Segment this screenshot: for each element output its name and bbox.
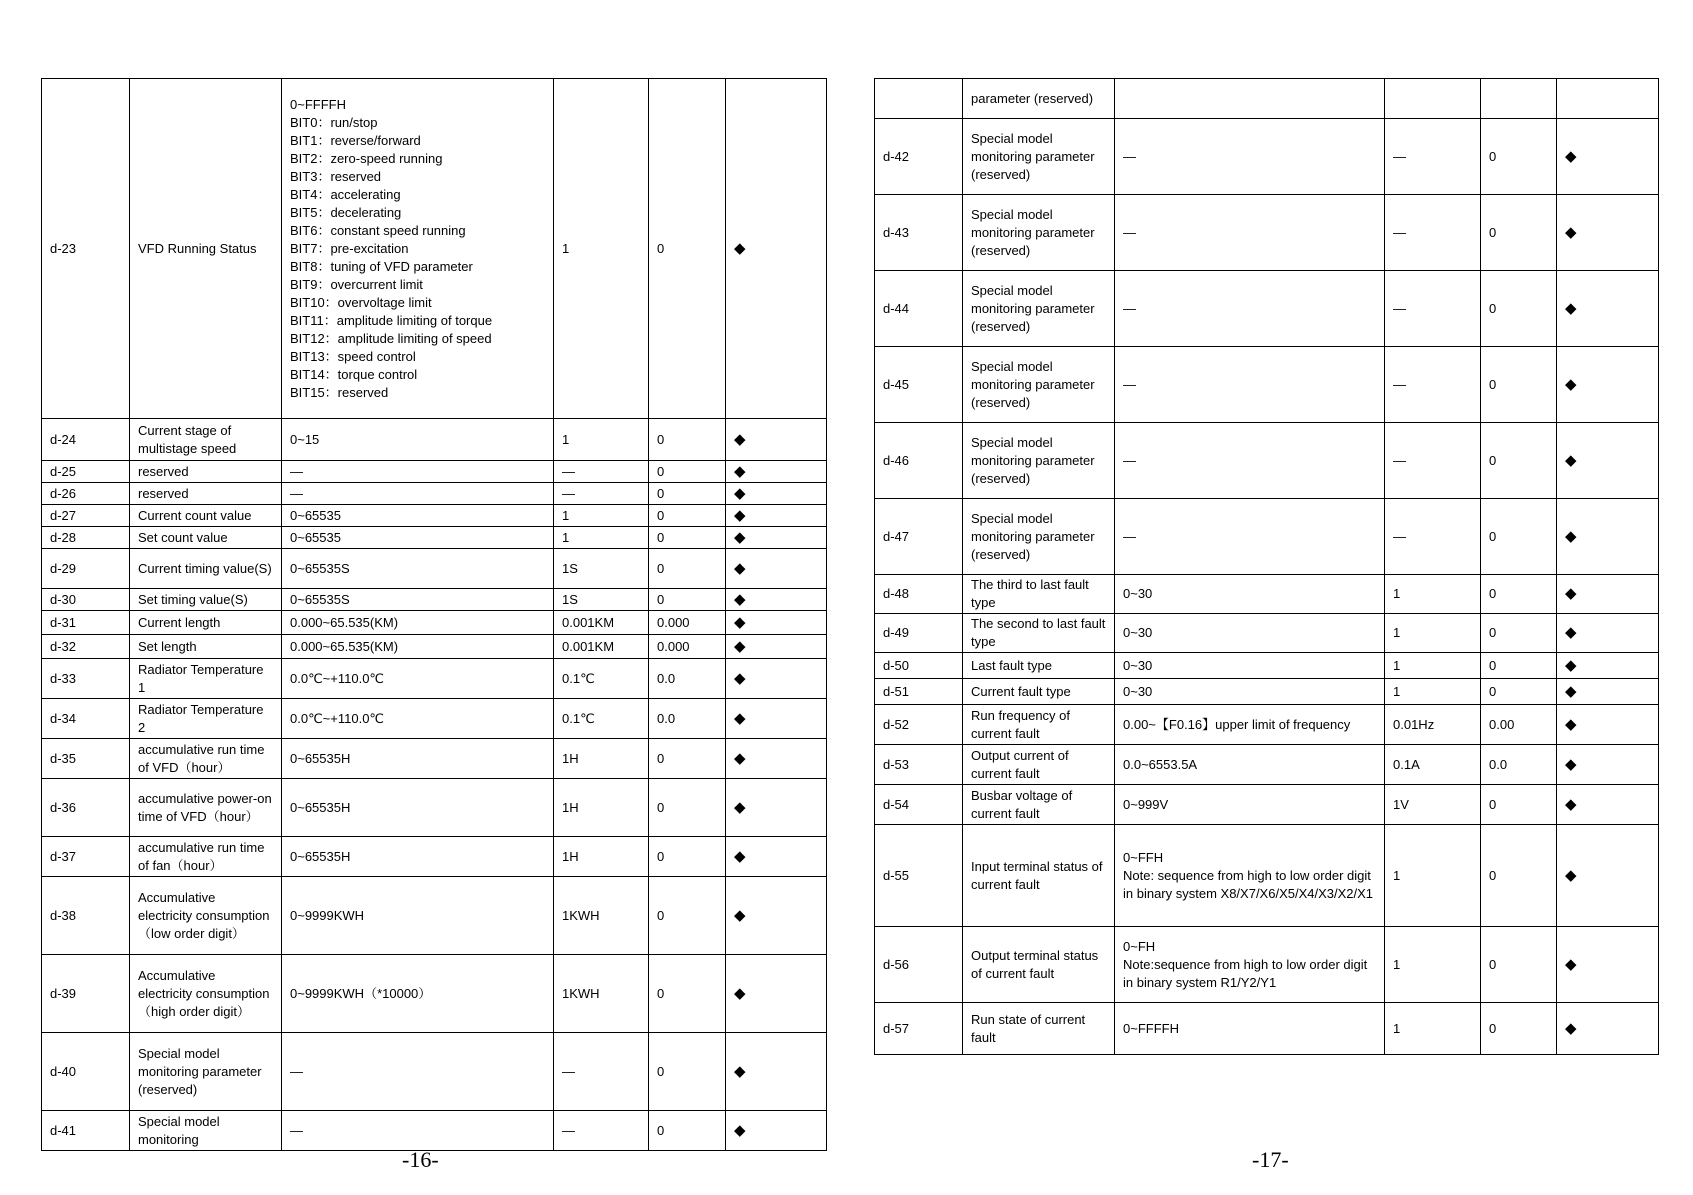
cell-code: d-33 xyxy=(42,659,130,699)
cell-range: — xyxy=(282,1111,554,1151)
cell-default: 0 xyxy=(1481,825,1557,927)
cell-unit: 1 xyxy=(1385,825,1481,927)
cell-name: VFD Running Status xyxy=(130,79,282,419)
cell-range: — xyxy=(1115,347,1385,423)
cell-name: Set length xyxy=(130,635,282,659)
table-row xyxy=(875,927,1659,1003)
cell-default: 0.0 xyxy=(649,659,726,699)
cell-unit: 0.1A xyxy=(1385,745,1481,785)
cell-default: 0 xyxy=(649,779,726,837)
cell-default xyxy=(1481,79,1557,119)
cell-unit: 0.001KM xyxy=(554,635,649,659)
cell-name: Special model monitoring parameter (reserved) xyxy=(963,347,1115,423)
table-row xyxy=(875,705,1659,745)
cell-code: d-40 xyxy=(42,1033,130,1111)
cell-unit: 1 xyxy=(1385,575,1481,614)
cell-range: 0~30 xyxy=(1115,679,1385,705)
cell-range: — xyxy=(282,1033,554,1111)
cell-range: — xyxy=(1115,423,1385,499)
cell-unit: 0.1℃ xyxy=(554,699,649,739)
cell-range: — xyxy=(1115,499,1385,575)
cell-change: ◆ xyxy=(1557,927,1659,1003)
cell-name: Special model monitoring parameter (reserved) xyxy=(963,195,1115,271)
table-row xyxy=(42,527,827,549)
cell-change: ◆ xyxy=(726,955,827,1033)
cell-range: 0~30 xyxy=(1115,614,1385,653)
cell-name: Radiator Temperature 1 xyxy=(130,659,282,699)
cell-unit: 1S xyxy=(554,549,649,589)
cell-range: 0.0℃~+110.0℃ xyxy=(282,659,554,699)
cell-default: 0 xyxy=(649,739,726,779)
cell-name: The second to last fault type xyxy=(963,614,1115,653)
cell-name: The third to last fault type xyxy=(963,575,1115,614)
cell-unit: 1 xyxy=(554,527,649,549)
cell-change: ◆ xyxy=(726,79,827,419)
cell-default: 0 xyxy=(1481,653,1557,679)
cell-range: 0.000~65.535(KM) xyxy=(282,611,554,635)
cell-unit: 1 xyxy=(1385,614,1481,653)
table-row xyxy=(875,347,1659,423)
cell-default: 0 xyxy=(649,483,726,505)
cell-change: ◆ xyxy=(1557,825,1659,927)
cell-unit xyxy=(1385,79,1481,119)
cell-name: accumulative power-on time of VFD（hour） xyxy=(130,779,282,837)
cell-code: d-34 xyxy=(42,699,130,739)
cell-range: 0~65535S xyxy=(282,589,554,611)
table-row xyxy=(42,505,827,527)
cell-range: 0~65535H xyxy=(282,779,554,837)
cell-unit: 1 xyxy=(1385,653,1481,679)
cell-name: reserved xyxy=(130,461,282,483)
table-row xyxy=(42,461,827,483)
cell-default: 0 xyxy=(1481,1003,1557,1055)
cell-range: 0~9999KWH xyxy=(282,877,554,955)
cell-default: 0 xyxy=(1481,785,1557,825)
cell-default: 0 xyxy=(1481,679,1557,705)
cell-change: ◆ xyxy=(726,483,827,505)
cell-change: ◆ xyxy=(1557,705,1659,745)
cell-range: — xyxy=(282,461,554,483)
cell-default: 0 xyxy=(649,837,726,877)
cell-unit: — xyxy=(1385,423,1481,499)
cell-name: Set count value xyxy=(130,527,282,549)
cell-name: Accumulative electricity consumption（high order digit） xyxy=(130,955,282,1033)
cell-change: ◆ xyxy=(726,635,827,659)
cell-code: d-30 xyxy=(42,589,130,611)
cell-range: 0~30 xyxy=(1115,653,1385,679)
table-row xyxy=(42,837,827,877)
table-row xyxy=(875,499,1659,575)
page-number-right: -17- xyxy=(1252,1147,1289,1172)
cell-code: d-45 xyxy=(875,347,963,423)
cell-unit: 0.001KM xyxy=(554,611,649,635)
cell-default: 0 xyxy=(649,1033,726,1111)
cell-default: 0 xyxy=(649,589,726,611)
cell-name: accumulative run time of VFD（hour） xyxy=(130,739,282,779)
table-row xyxy=(875,423,1659,499)
cell-unit: 1S xyxy=(554,589,649,611)
cell-name: Current fault type xyxy=(963,679,1115,705)
cell-code: d-41 xyxy=(42,1111,130,1151)
cell-range: 0~65535H xyxy=(282,739,554,779)
cell-code: d-29 xyxy=(42,549,130,589)
cell-default: 0.0 xyxy=(649,699,726,739)
cell-change: ◆ xyxy=(726,419,827,461)
cell-default: 0 xyxy=(649,549,726,589)
table-row xyxy=(42,611,827,635)
cell-change: ◆ xyxy=(726,589,827,611)
cell-code: d-56 xyxy=(875,927,963,1003)
cell-name: Special model monitoring parameter (reserved) xyxy=(130,1033,282,1111)
cell-code: d-26 xyxy=(42,483,130,505)
cell-unit: 1V xyxy=(1385,785,1481,825)
table-row xyxy=(42,779,827,837)
cell-change: ◆ xyxy=(726,837,827,877)
cell-name: Input terminal status of current fault xyxy=(963,825,1115,927)
cell-range: 0~9999KWH（*10000） xyxy=(282,955,554,1033)
cell-name: Output current of current fault xyxy=(963,745,1115,785)
cell-code: d-28 xyxy=(42,527,130,549)
cell-unit: — xyxy=(1385,271,1481,347)
cell-code xyxy=(875,79,963,119)
table-row xyxy=(42,1033,827,1111)
cell-unit: 1H xyxy=(554,779,649,837)
cell-range: 0~15 xyxy=(282,419,554,461)
table-row xyxy=(875,195,1659,271)
table-row xyxy=(42,659,827,699)
cell-unit: 1H xyxy=(554,837,649,877)
cell-default: 0 xyxy=(1481,195,1557,271)
cell-code: d-25 xyxy=(42,461,130,483)
cell-change: ◆ xyxy=(726,611,827,635)
cell-code: d-53 xyxy=(875,745,963,785)
cell-code: d-39 xyxy=(42,955,130,1033)
cell-change: ◆ xyxy=(1557,499,1659,575)
table-row xyxy=(875,271,1659,347)
cell-change: ◆ xyxy=(726,461,827,483)
cell-default: 0.0 xyxy=(1481,745,1557,785)
cell-code: d-42 xyxy=(875,119,963,195)
cell-change: ◆ xyxy=(726,739,827,779)
cell-change: ◆ xyxy=(726,659,827,699)
cell-change: ◆ xyxy=(1557,347,1659,423)
cell-change: ◆ xyxy=(1557,195,1659,271)
cell-code: d-36 xyxy=(42,779,130,837)
cell-default: 0 xyxy=(649,419,726,461)
table-row xyxy=(42,589,827,611)
parameter-table-left xyxy=(41,78,827,1151)
cell-name: Current stage of multistage speed xyxy=(130,419,282,461)
table-row xyxy=(42,635,827,659)
cell-unit: — xyxy=(1385,195,1481,271)
cell-change: ◆ xyxy=(726,505,827,527)
cell-code: d-57 xyxy=(875,1003,963,1055)
cell-change: ◆ xyxy=(726,549,827,589)
table-row xyxy=(875,785,1659,825)
table-row xyxy=(875,653,1659,679)
cell-unit: — xyxy=(1385,499,1481,575)
cell-change: ◆ xyxy=(1557,614,1659,653)
cell-change: ◆ xyxy=(1557,653,1659,679)
cell-change: ◆ xyxy=(726,1033,827,1111)
cell-default: 0 xyxy=(1481,347,1557,423)
cell-change: ◆ xyxy=(1557,679,1659,705)
cell-code: d-37 xyxy=(42,837,130,877)
cell-range: — xyxy=(1115,119,1385,195)
cell-default: 0 xyxy=(649,461,726,483)
table-row xyxy=(42,955,827,1033)
cell-default: 0 xyxy=(1481,271,1557,347)
table-row xyxy=(42,419,827,461)
cell-name: Special model monitoring parameter (reserved) xyxy=(963,271,1115,347)
cell-name: reserved xyxy=(130,483,282,505)
cell-unit: — xyxy=(554,1033,649,1111)
cell-code: d-35 xyxy=(42,739,130,779)
cell-range: 0.00~【F0.16】upper limit of frequency xyxy=(1115,705,1385,745)
cell-default: 0 xyxy=(1481,614,1557,653)
cell-default: 0.000 xyxy=(649,635,726,659)
cell-code: d-51 xyxy=(875,679,963,705)
table-row xyxy=(875,614,1659,653)
table-row xyxy=(875,1003,1659,1055)
cell-range: 0~999V xyxy=(1115,785,1385,825)
cell-unit: — xyxy=(554,483,649,505)
cell-unit: 1 xyxy=(554,505,649,527)
cell-default: 0 xyxy=(649,955,726,1033)
table-row xyxy=(42,1111,827,1151)
cell-range: 0~65535 xyxy=(282,527,554,549)
cell-name: Accumulative electricity consumption（low order digit） xyxy=(130,877,282,955)
cell-code: d-23 xyxy=(42,79,130,419)
cell-range: 0.0~6553.5A xyxy=(1115,745,1385,785)
table-row xyxy=(42,79,827,419)
cell-code: d-27 xyxy=(42,505,130,527)
cell-name: Current length xyxy=(130,611,282,635)
cell-default: 0 xyxy=(1481,119,1557,195)
cell-range: — xyxy=(1115,271,1385,347)
table-row xyxy=(875,79,1659,119)
cell-change: ◆ xyxy=(726,1111,827,1151)
cell-range: 0~65535H xyxy=(282,837,554,877)
cell-code: d-47 xyxy=(875,499,963,575)
cell-code: d-48 xyxy=(875,575,963,614)
cell-default: 0 xyxy=(1481,927,1557,1003)
cell-change: ◆ xyxy=(1557,271,1659,347)
cell-unit: — xyxy=(554,461,649,483)
cell-name: Run state of current fault xyxy=(963,1003,1115,1055)
table-row xyxy=(875,679,1659,705)
table-row xyxy=(42,549,827,589)
cell-range: 0~30 xyxy=(1115,575,1385,614)
cell-range: 0~65535 xyxy=(282,505,554,527)
cell-name: Special model monitoring xyxy=(130,1111,282,1151)
table-row xyxy=(875,119,1659,195)
cell-change: ◆ xyxy=(1557,1003,1659,1055)
cell-default: 0 xyxy=(649,79,726,419)
table-row xyxy=(42,483,827,505)
cell-unit: 1 xyxy=(1385,679,1481,705)
cell-range: — xyxy=(1115,195,1385,271)
cell-code: d-31 xyxy=(42,611,130,635)
cell-range: 0~FH Note:sequence from high to low order digit in binary system R1/Y2/Y1 xyxy=(1115,927,1385,1003)
cell-unit: 1KWH xyxy=(554,955,649,1033)
cell-default: 0.000 xyxy=(649,611,726,635)
cell-code: d-32 xyxy=(42,635,130,659)
cell-code: d-50 xyxy=(875,653,963,679)
table-row xyxy=(875,825,1659,927)
cell-name: Current timing value(S) xyxy=(130,549,282,589)
cell-change: ◆ xyxy=(726,877,827,955)
cell-range: 0~FFFFH xyxy=(1115,1003,1385,1055)
cell-unit: 1 xyxy=(1385,1003,1481,1055)
cell-change xyxy=(1557,79,1659,119)
cell-change: ◆ xyxy=(726,779,827,837)
cell-name: Output terminal status of current fault xyxy=(963,927,1115,1003)
cell-default: 0 xyxy=(649,1111,726,1151)
cell-default: 0 xyxy=(1481,423,1557,499)
cell-change: ◆ xyxy=(1557,785,1659,825)
table-row xyxy=(875,575,1659,614)
parameter-table-right xyxy=(874,78,1659,1055)
cell-change: ◆ xyxy=(726,699,827,739)
cell-unit: 1H xyxy=(554,739,649,779)
cell-code: d-44 xyxy=(875,271,963,347)
cell-unit: 0.1℃ xyxy=(554,659,649,699)
cell-default: 0 xyxy=(649,877,726,955)
cell-default: 0 xyxy=(649,505,726,527)
table-row xyxy=(42,699,827,739)
cell-default: 0 xyxy=(649,527,726,549)
cell-name: Busbar voltage of current fault xyxy=(963,785,1115,825)
cell-default: 0 xyxy=(1481,575,1557,614)
cell-code: d-38 xyxy=(42,877,130,955)
cell-unit: — xyxy=(554,1111,649,1151)
cell-range: 0~FFFFH BIT0：run/stop BIT1：reverse/forward BIT2：zero-speed running BIT3：reserved BIT4：accelerating BIT5：decelerating BIT6：constant speed running BIT7：pre-excitation BIT8：tuning of VFD parameter BIT9：overcurrent limit BIT10：overvoltage limit BIT11：amplitude limiting of torque BIT12：amplitude limiting of speed BIT13：speed control BIT14：torque control BIT15：reserved xyxy=(282,79,554,419)
table-row xyxy=(42,739,827,779)
cell-unit: 1 xyxy=(1385,927,1481,1003)
cell-name: accumulative run time of fan（hour） xyxy=(130,837,282,877)
cell-change: ◆ xyxy=(1557,119,1659,195)
cell-name: Special model monitoring parameter (reserved) xyxy=(963,119,1115,195)
cell-change: ◆ xyxy=(1557,575,1659,614)
cell-name: Special model monitoring parameter (reserved) xyxy=(963,499,1115,575)
table-row xyxy=(42,877,827,955)
cell-default: 0.00 xyxy=(1481,705,1557,745)
cell-name: Current count value xyxy=(130,505,282,527)
cell-range: — xyxy=(282,483,554,505)
cell-code: d-24 xyxy=(42,419,130,461)
cell-unit: 0.01Hz xyxy=(1385,705,1481,745)
cell-range xyxy=(1115,79,1385,119)
cell-unit: — xyxy=(1385,347,1481,423)
cell-code: d-46 xyxy=(875,423,963,499)
cell-unit: 1KWH xyxy=(554,877,649,955)
page-number-left: -16- xyxy=(402,1147,439,1172)
cell-range: 0~FFH Note: sequence from high to low order digit in binary system X8/X7/X6/X5/X4/X3/X2/X1 xyxy=(1115,825,1385,927)
cell-range: 0.000~65.535(KM) xyxy=(282,635,554,659)
cell-name: Run frequency of current fault xyxy=(963,705,1115,745)
cell-range: 0.0℃~+110.0℃ xyxy=(282,699,554,739)
cell-code: d-52 xyxy=(875,705,963,745)
cell-unit: 1 xyxy=(554,79,649,419)
cell-name: Set timing value(S) xyxy=(130,589,282,611)
cell-unit: 1 xyxy=(554,419,649,461)
cell-change: ◆ xyxy=(1557,423,1659,499)
cell-default: 0 xyxy=(1481,499,1557,575)
cell-name: Last fault type xyxy=(963,653,1115,679)
table-row xyxy=(875,745,1659,785)
cell-unit: — xyxy=(1385,119,1481,195)
cell-change: ◆ xyxy=(726,527,827,549)
cell-code: d-43 xyxy=(875,195,963,271)
cell-name: Special model monitoring parameter (reserved) xyxy=(963,423,1115,499)
cell-name: parameter (reserved) xyxy=(963,79,1115,119)
cell-change: ◆ xyxy=(1557,745,1659,785)
cell-code: d-55 xyxy=(875,825,963,927)
cell-code: d-49 xyxy=(875,614,963,653)
cell-code: d-54 xyxy=(875,785,963,825)
cell-range: 0~65535S xyxy=(282,549,554,589)
cell-name: Radiator Temperature 2 xyxy=(130,699,282,739)
